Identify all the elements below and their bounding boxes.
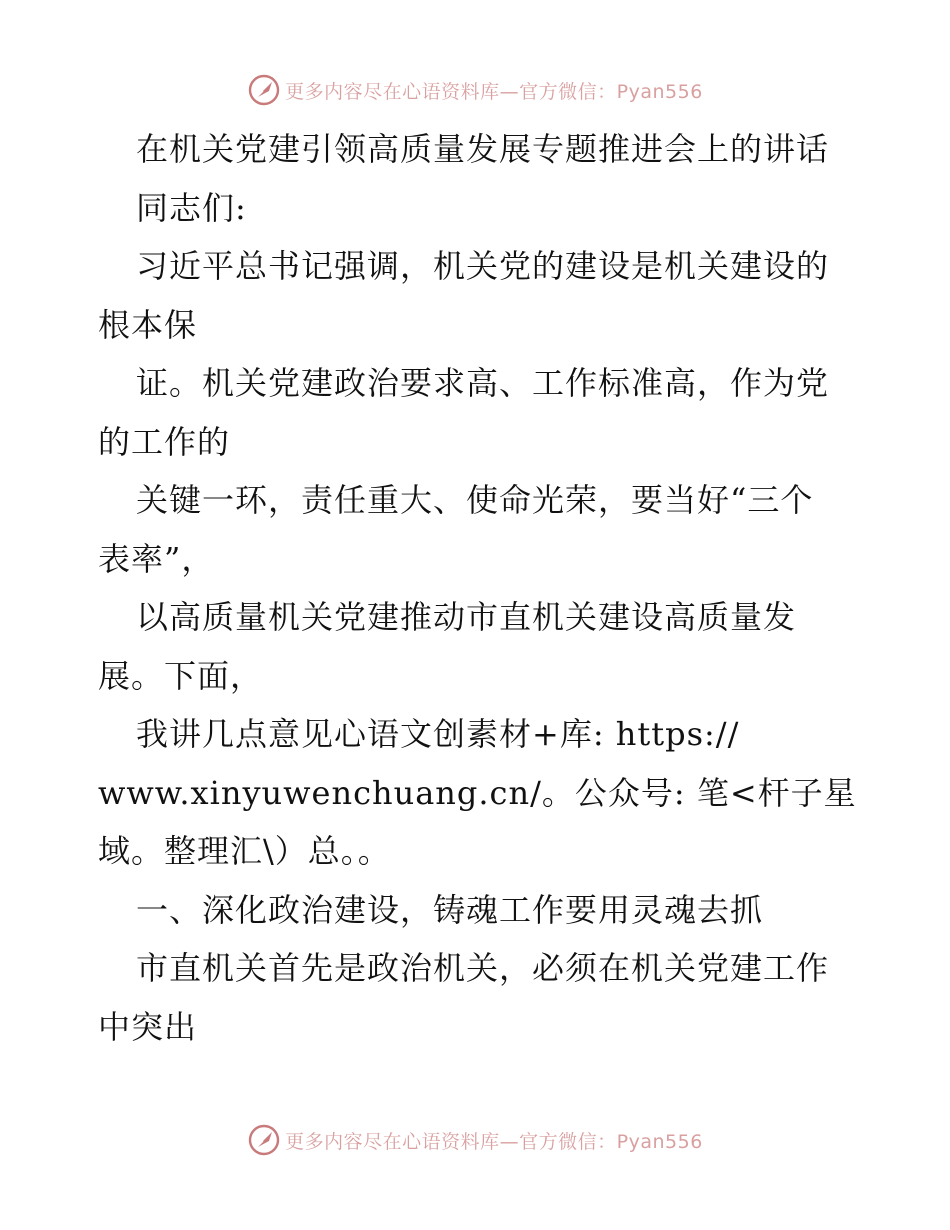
document-body — [98, 120, 858, 1056]
footer-watermark-banner — [0, 1120, 950, 1160]
footer-watermark — [247, 1123, 703, 1157]
header-watermark — [247, 73, 703, 107]
document-line: 同志们: — [136, 188, 247, 227]
header-watermark-banner — [0, 70, 950, 110]
header-watermark-text: 更多内容尽在心语资料库—官方微信：Pyan556 — [285, 80, 703, 103]
document-line: 证。机关党建政治要求高、工作标准高，作为党 — [136, 364, 830, 402]
document-line: 根本保 — [98, 305, 198, 344]
quill-logo-icon — [247, 73, 281, 107]
document-line: 习近平总书记强调，机关党的建设是机关建设的 — [136, 247, 830, 285]
document-line: www.xinyuwenchuang.cn/。公众号: 笔<杆子星 — [98, 773, 857, 812]
footer-watermark-text: 更多内容尽在心语资料库—官方微信：Pyan556 — [285, 1130, 703, 1153]
document-line: 关键一环，责任重大、使命光荣，要当好“三个 — [136, 481, 814, 519]
document-line: 我讲几点意见心语文创素材+库: https:// — [136, 715, 740, 753]
document-line: 的工作的 — [98, 422, 231, 461]
document-line: 市直机关首先是政治机关，必须在机关党建工作 — [136, 949, 830, 987]
section-heading: 一、深化政治建设，铸魂工作要用灵魂去抓 — [136, 890, 764, 929]
document-line: 表率”， — [98, 539, 215, 578]
document-line: 域。整理汇\）总。。 — [98, 832, 391, 870]
quill-logo-icon — [247, 1123, 281, 1157]
document-line: 以高质量机关党建推动市直机关建设高质量发 — [136, 598, 797, 636]
document-line: 中突出 — [98, 1007, 198, 1046]
document-line: 展。下面， — [98, 656, 264, 695]
document-title: 在机关党建引领高质量发展专题推进会上的讲话 — [136, 130, 830, 168]
